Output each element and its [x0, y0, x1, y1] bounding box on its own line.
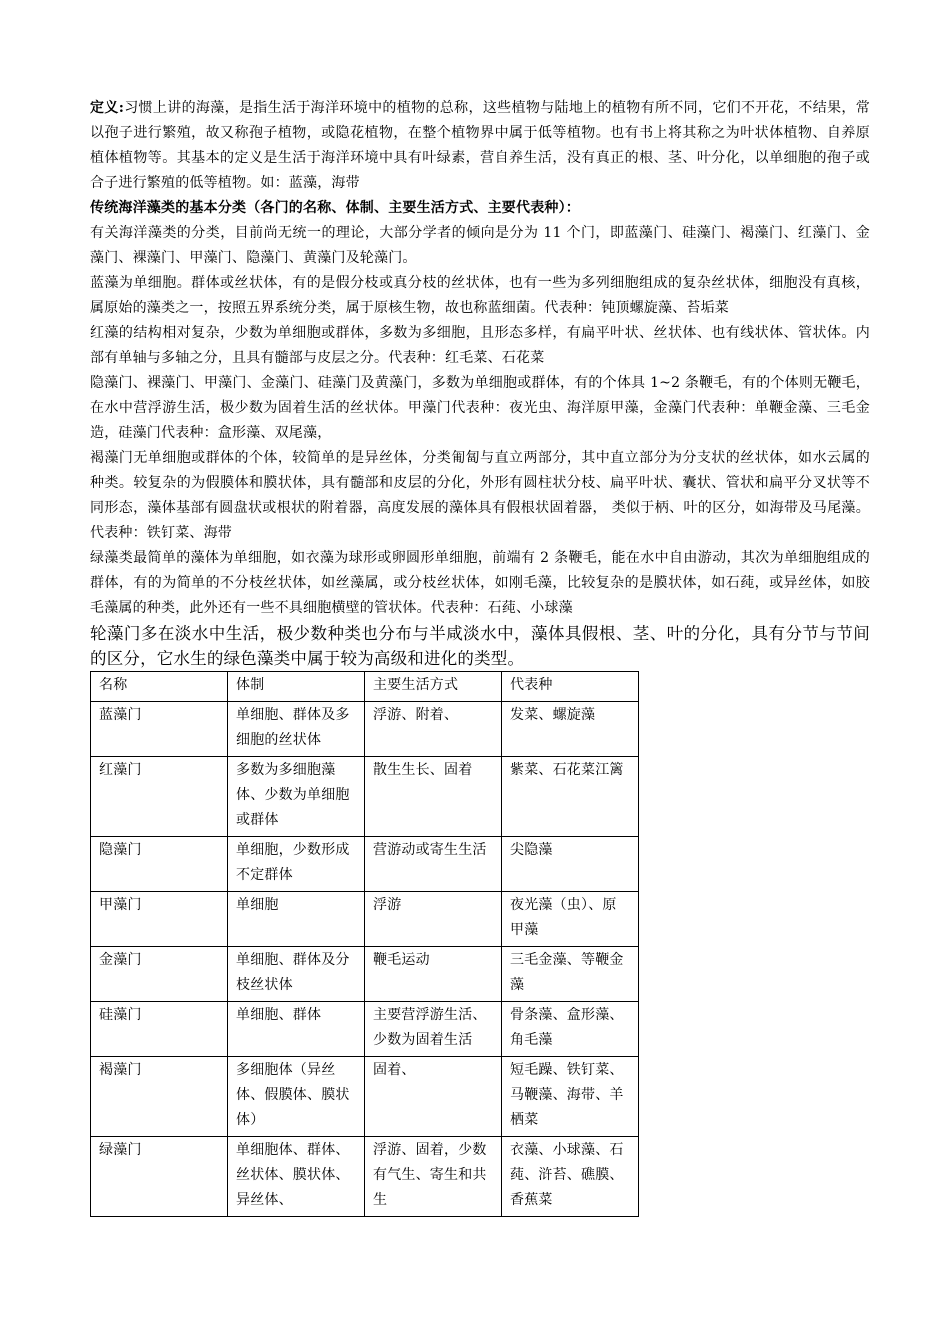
table-cell: 浮游、附着、 — [365, 702, 502, 757]
table-row — [91, 1137, 639, 1217]
table-cell: 短毛躁、铁钉菜、马鞭藻、海带、羊栖菜 — [502, 1057, 639, 1137]
table-cell: 三毛金藻、等鞭金藻 — [502, 947, 639, 1002]
table-row — [91, 702, 639, 757]
document-body — [90, 96, 870, 1217]
table-cell: 多数为多细胞藻体、少数为单细胞或群体 — [228, 757, 365, 837]
table-cell: 主要营浮游生活、少数为固着生活 — [365, 1002, 502, 1057]
red-algae-paragraph: 红藻的结构相对复杂，少数为单细胞或群体，多数为多细胞，且形态多样，有扁平叶状、丝状体、也有线状体、管状体。内部有单轴与多轴之分，且具有髓部与皮层之分。代表种：红毛菜、石花菜 — [90, 325, 870, 366]
definition-text: 习惯上讲的海藻，是指生活于海洋环境中的植物的总称，这些植物与陆地上的植物有所不同，它们不开花，不结果，常以孢子进行繁殖，故又称孢子植物，或隐花植物，在整个植物界中属于低等植物。也有书上将其称之为叶状体植物、自养原植体植物等。其基本的定义是生活于海洋环境中具有叶绿素，营自养生活，没有真正的根、茎、叶分化，以单细胞的孢子或合子进行繁殖的低等植物。如：蓝藻，海带 — [90, 100, 870, 191]
table-row — [91, 1057, 639, 1137]
table-cell: 衣藻、小球藻、石莼、浒苔、礁膜、香蕉菜 — [502, 1137, 639, 1217]
table-cell: 单细胞体、群体、丝状体、膜状体、异丝体、 — [228, 1137, 365, 1217]
table-cell: 散生生长、固着 — [365, 757, 502, 837]
blue-algae-paragraph: 蓝藻为单细胞。群体或丝状体，有的是假分枝或真分枝的丝状体，也有一些为多列细胞组成的复杂丝状体，细胞没有真核，属原始的藻类之一，按照五界系统分类，属于原核生物，故也称蓝细菌。代表种：钝顶螺旋藻、苔垢菜 — [90, 275, 870, 316]
intro-paragraph: 有关海洋藻类的分类，目前尚无统一的理论，大部分学者的倾向是分为 11 个门，即蓝藻门、硅藻门、褐藻门、红藻门、金藻门、裸藻门、甲藻门、隐藻门、黄藻门及轮藻门。 — [90, 225, 870, 266]
table-row — [91, 1002, 639, 1057]
table-cell: 蓝藻门 — [91, 702, 228, 757]
table-cell: 甲藻门 — [91, 892, 228, 947]
definition-label: 定义: — [90, 100, 125, 116]
table-cell: 隐藻门 — [91, 837, 228, 892]
table-cell: 红藻门 — [91, 757, 228, 837]
table-row — [91, 947, 639, 1002]
table-cell: 单细胞、群体及多细胞的丝状体 — [228, 702, 365, 757]
table-cell: 褐藻门 — [91, 1057, 228, 1137]
definition-paragraph — [90, 96, 870, 196]
table-cell: 紫菜、石花菜江篱 — [502, 757, 639, 837]
table-row — [91, 837, 639, 892]
classification-heading: 传统海洋藻类的基本分类（各门的名称、体制、主要生活方式、主要代表种）： — [90, 200, 580, 216]
table-cell: 多细胞体（异丝体、假膜体、膜状体） — [228, 1057, 365, 1137]
table-row — [91, 892, 639, 947]
table-cell: 营游动或寄生生活 — [365, 837, 502, 892]
table-cell: 鞭毛运动 — [365, 947, 502, 1002]
table-cell: 浮游 — [365, 892, 502, 947]
table-cell: 尖隐藻 — [502, 837, 639, 892]
table-cell: 绿藻门 — [91, 1137, 228, 1217]
brown-algae-paragraph: 褐藻门无单细胞或群体的个体，较简单的是异丝体，分类匍匐与直立两部分，其中直立部分为分支状的丝状体，如水云属的种类。较复杂的为假膜体和膜状体，具有髓部和皮层的分化，外形有圆柱状分枝、扁平叶状、囊状、管状和扁平分叉状等不同形态，藻体基部有圆盘状或根状的附着器，高度发展的藻体具有假根状固着器， 类似于柄、叶的区分，如海带及马尾藻。代表种：铁钉菜、海带 — [90, 450, 870, 541]
table-header-row — [91, 672, 639, 702]
table-cell: 浮游、固着，少数有气生、寄生和共生 — [365, 1137, 502, 1217]
table-cell: 骨条藻、盒形藻、角毛藻 — [502, 1002, 639, 1057]
table-cell: 夜光藻（虫）、原甲藻 — [502, 892, 639, 947]
table-cell: 单细胞、群体 — [228, 1002, 365, 1057]
table-cell: 发菜、螺旋藻 — [502, 702, 639, 757]
table-cell: 单细胞 — [228, 892, 365, 947]
table-cell: 单细胞，少数形成不定群体 — [228, 837, 365, 892]
table-header-cell: 主要生活方式 — [365, 672, 502, 702]
table-cell: 固着、 — [365, 1057, 502, 1137]
green-algae-paragraph: 绿藻类最简单的藻体为单细胞，如衣藻为球形或卵圆形单细胞，前端有 2 条鞭毛，能在水中自由游动，其次为单细胞组成的群体，有的为简单的不分枝丝状体，如丝藻属，或分枝丝状体，如刚毛藻，比较复杂的是膜状体，如石莼，或异丝体，如胶毛藻属的种类，此外还有一些不具细胞横壁的管状体。代表种：石莼、小球藻 — [90, 550, 870, 616]
table-row — [91, 757, 639, 837]
chara-paragraph: 轮藻门多在淡水中生活，极少数种类也分布与半咸淡水中，藻体具假根、茎、叶的分化，具有分节与节间的区分，它水生的绿色藻类中属于较为高级和进化的类型。 — [90, 624, 870, 668]
table-cell: 硅藻门 — [91, 1002, 228, 1057]
phyla-table — [90, 671, 639, 1217]
table-header-cell: 体制 — [228, 672, 365, 702]
table-header-cell: 名称 — [91, 672, 228, 702]
table-cell: 金藻门 — [91, 947, 228, 1002]
table-cell: 单细胞、群体及分枝丝状体 — [228, 947, 365, 1002]
table-header-cell: 代表种 — [502, 672, 639, 702]
misc-phyla-paragraph: 隐藻门、裸藻门、甲藻门、金藻门、硅藻门及黄藻门，多数为单细胞或群体，有的个体具 1~2 条鞭毛，有的个体则无鞭毛，在水中营浮游生活，极少数为固着生活的丝状体。甲藻门代表种：夜光虫、海洋原甲藻，金藻门代表种：单鞭金藻、三毛金造，硅藻门代表种：盒形藻、双尾藻， — [90, 375, 870, 441]
